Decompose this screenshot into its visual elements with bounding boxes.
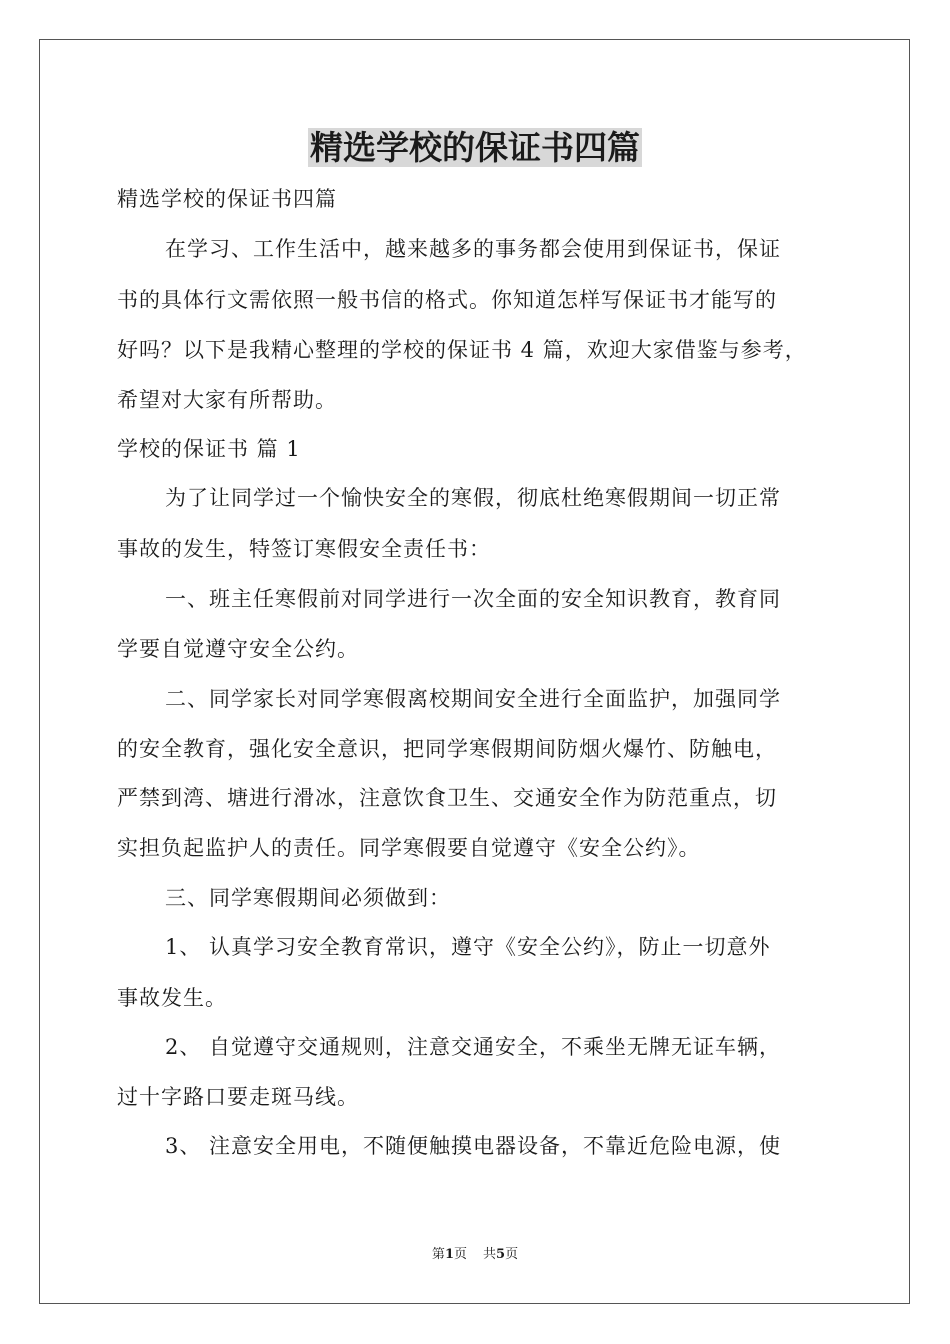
document-title: [0, 124, 950, 172]
paragraph-line: 书的具体行文需依照一般书信的格式。你知道怎样写保证书才能写的: [117, 288, 777, 312]
list-item-line: 事故发生。: [117, 986, 227, 1010]
page-border: [39, 39, 910, 1304]
footer-total-suffix: 页: [505, 1247, 519, 1262]
paragraph-line: 一、班主任寒假前对同学进行一次全面的安全知识教育，教育同: [165, 587, 781, 611]
paragraph-line: 实担负起监护人的责任。同学寒假要自觉遵守《安全公约》。: [117, 836, 701, 860]
list-item-line: 3、 注意安全用电，不随便触摸电器设备，不靠近危险电源，使: [165, 1134, 782, 1158]
paragraph-line: 二、同学家长对同学寒假离校期间安全进行全面监护，加强同学: [165, 687, 781, 711]
footer-page-current: 1: [444, 1247, 454, 1262]
paragraph-line: 严禁到湾、塘进行滑冰，注意饮食卫生、交通安全作为防范重点，切: [117, 786, 777, 810]
list-item-line: 2、 自觉遵守交通规则，注意交通安全，不乘坐无牌无证车辆，: [165, 1035, 782, 1059]
paragraph-line: 为了让同学过一个愉快安全的寒假，彻底杜绝寒假期间一切正常: [165, 486, 781, 510]
paragraph-line: 好吗？以下是我精心整理的学校的保证书 4 篇，欢迎大家借鉴与参考，: [117, 338, 807, 362]
paragraph-line: 在学习、工作生活中，越来越多的事务都会使用到保证书，保证: [165, 237, 781, 261]
list-item-line: 1、 认真学习安全教育常识，遵守《安全公约》，防止一切意外: [165, 935, 771, 959]
subtitle-line: 精选学校的保证书四篇: [117, 187, 337, 211]
paragraph-line: 的安全教育，强化安全意识，把同学寒假期间防烟火爆竹、防触电，: [117, 737, 777, 761]
paragraph-line: 希望对大家有所帮助。: [117, 388, 337, 412]
paragraph-line: 三、同学寒假期间必须做到：: [165, 886, 451, 910]
list-item-line: 过十字路口要走斑马线。: [117, 1085, 359, 1109]
paragraph-line: 事故的发生，特签订寒假安全责任书：: [117, 537, 491, 561]
footer-page-prefix: 第: [431, 1247, 445, 1262]
paragraph-line: 学要自觉遵守安全公约。: [117, 637, 359, 661]
footer-total-prefix: 共: [483, 1247, 497, 1262]
section-heading: 学校的保证书 篇 1: [117, 437, 301, 461]
page-footer: [0, 1245, 950, 1265]
footer-page-total: 5: [496, 1247, 506, 1262]
document-title-text: 精选学校的保证书四篇: [310, 128, 640, 167]
footer-page-mid: 页: [453, 1247, 467, 1262]
